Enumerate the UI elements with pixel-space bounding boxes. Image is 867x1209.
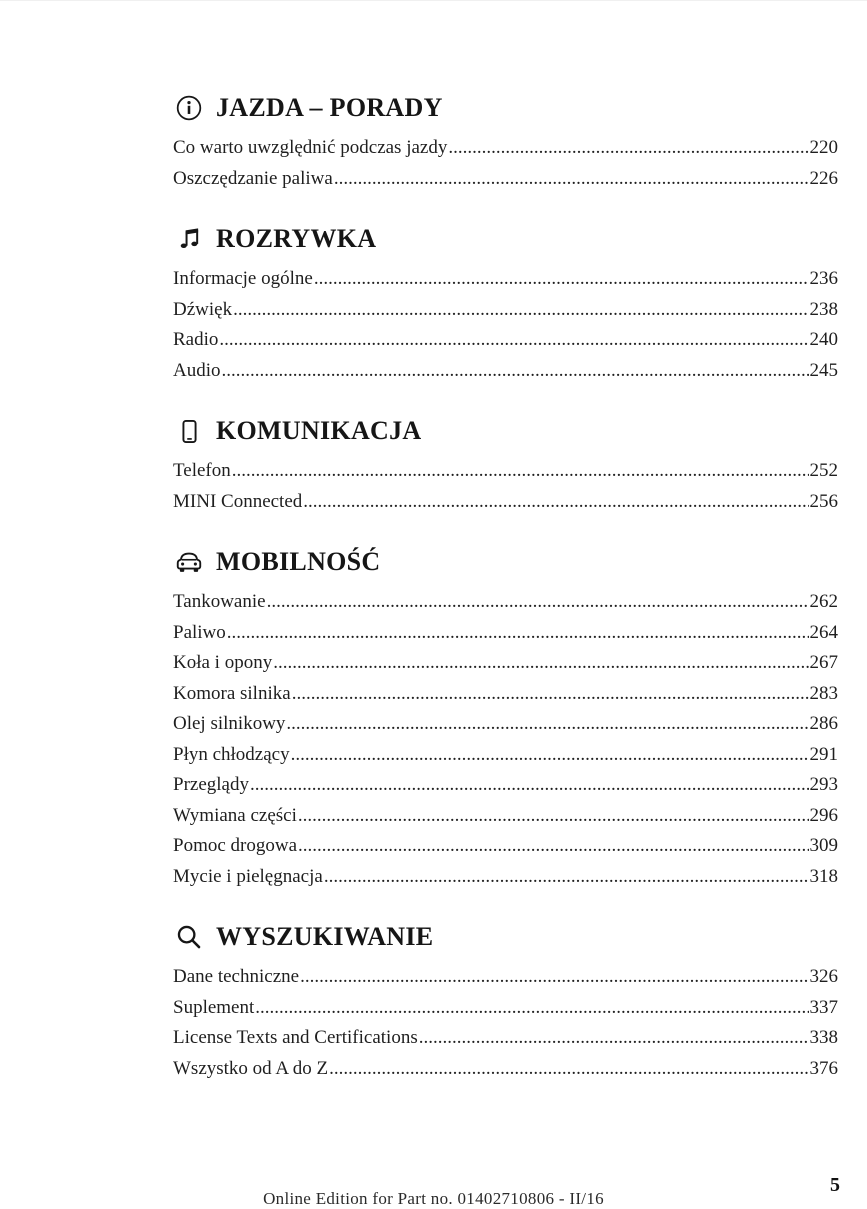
toc-entry[interactable]: [173, 1054, 838, 1085]
toc-entry[interactable]: [173, 325, 838, 356]
toc-entry[interactable]: [173, 862, 838, 893]
toc-entry-page: 326: [809, 966, 838, 987]
dot-leader: [286, 709, 808, 740]
toc-entry[interactable]: [173, 295, 838, 326]
info-icon: [174, 93, 204, 123]
toc-section: [173, 224, 838, 386]
toc-entry-label: Dźwięk: [173, 298, 233, 320]
section-heading: [174, 547, 838, 577]
toc-entry-page: 226: [809, 167, 838, 189]
toc-entry[interactable]: [173, 356, 838, 387]
toc-entry-page: 337: [809, 996, 838, 1018]
toc-entry[interactable]: [173, 1023, 838, 1054]
section-title: WYSZUKIWANIE: [216, 922, 434, 951]
dot-leader: [324, 862, 809, 893]
toc-entry-page: 293: [809, 774, 838, 795]
toc-section: [173, 93, 838, 194]
toc-entry-label: MINI Connected: [173, 490, 303, 512]
dot-leader: [300, 962, 808, 993]
dot-leader: [329, 1054, 808, 1085]
dot-leader: [292, 679, 809, 710]
toc-entry[interactable]: [173, 679, 838, 710]
dot-leader: [227, 618, 809, 649]
dot-leader: [267, 587, 809, 618]
section-heading: [174, 416, 838, 446]
toc-entry-label: Radio: [173, 329, 219, 350]
toc-entry-label: Wymiana części: [173, 804, 297, 826]
toc-entry-label: Komora silnika: [173, 682, 291, 704]
phone-icon: [174, 416, 204, 446]
toc-section: [173, 416, 838, 517]
dot-leader: [273, 648, 808, 679]
toc-entry[interactable]: [173, 648, 838, 679]
dot-leader: [250, 770, 809, 801]
toc-entry-page: 338: [809, 1027, 838, 1048]
dot-leader: [448, 133, 808, 164]
toc-entry-label: Koła i opony: [173, 652, 273, 673]
dot-leader: [303, 487, 808, 518]
section-title: JAZDA – PORADY: [216, 93, 443, 122]
toc-entry-label: Przeglądy: [173, 774, 249, 795]
toc-entry-label: Co warto uwzględnić podczas jazdy: [173, 137, 448, 158]
toc-entry-label: Tankowanie: [173, 591, 266, 612]
page-number: 5: [830, 1174, 840, 1196]
toc-entry-page: 240: [809, 329, 838, 350]
toc-entry[interactable]: [173, 487, 838, 518]
toc-entry[interactable]: [173, 133, 838, 164]
footer-edition-text: Online Edition for Part no. 01402710806 - II/16: [263, 1189, 604, 1208]
toc-entry[interactable]: [173, 264, 838, 295]
toc-entry-label: Audio: [173, 359, 221, 381]
toc-entry-page: 283: [809, 682, 838, 704]
toc-entry-label: Mycie i pielęgnacja: [173, 865, 323, 887]
dot-leader: [334, 164, 809, 195]
toc-entry-page: 245: [809, 359, 838, 381]
toc: [173, 83, 838, 1084]
toc-entry-label: Telefon: [173, 460, 231, 481]
section-entries: [173, 962, 838, 1084]
dot-leader: [419, 1023, 809, 1054]
dot-leader: [232, 456, 809, 487]
toc-entry-page: 256: [809, 490, 838, 512]
toc-entry-page: 286: [809, 713, 838, 734]
toc-entry[interactable]: [173, 993, 838, 1024]
toc-entry-page: 309: [809, 835, 838, 856]
search-icon: [174, 922, 204, 952]
toc-section: [173, 922, 838, 1084]
toc-entry-label: Oszczędzanie paliwa: [173, 167, 333, 189]
dot-leader: [255, 993, 808, 1024]
section-entries: [173, 133, 838, 194]
dot-leader: [219, 325, 808, 356]
toc-entry-page: 267: [809, 652, 838, 673]
toc-entry[interactable]: [173, 740, 838, 771]
toc-entry[interactable]: [173, 770, 838, 801]
car-icon: [174, 547, 204, 577]
toc-entry-label: Pomoc drogowa: [173, 835, 298, 856]
toc-entry[interactable]: [173, 164, 838, 195]
toc-entry[interactable]: [173, 709, 838, 740]
section-entries: [173, 456, 838, 517]
toc-entry[interactable]: [173, 618, 838, 649]
toc-entry-page: 236: [809, 268, 838, 289]
toc-entry-page: 262: [809, 591, 838, 612]
toc-entry-label: Suplement: [173, 996, 255, 1018]
toc-entry-label: Paliwo: [173, 621, 226, 643]
section-title: KOMUNIKACJA: [216, 416, 422, 445]
toc-entry-page: 376: [809, 1057, 838, 1079]
toc-section: [173, 547, 838, 892]
toc-entry-page: 238: [809, 298, 838, 320]
section-title: ROZRYWKA: [216, 224, 377, 253]
section-heading: [174, 93, 838, 123]
dot-leader: [298, 801, 809, 832]
toc-entry[interactable]: [173, 831, 838, 862]
toc-entry[interactable]: [173, 962, 838, 993]
section-title: MOBILNOŚĆ: [216, 547, 381, 576]
dot-leader: [291, 740, 809, 771]
toc-entry-label: Olej silnikowy: [173, 713, 286, 734]
dot-leader: [298, 831, 808, 862]
toc-entry[interactable]: [173, 587, 838, 618]
dot-leader: [222, 356, 809, 387]
toc-entry-page: 252: [809, 460, 838, 481]
toc-entry[interactable]: [173, 456, 838, 487]
toc-entry-page: 220: [809, 137, 838, 158]
toc-entry-label: License Texts and Certifications: [173, 1027, 418, 1048]
toc-entry[interactable]: [173, 801, 838, 832]
toc-entry-page: 264: [809, 621, 838, 643]
section-entries: [173, 587, 838, 892]
toc-entry-label: Informacje ogólne: [173, 268, 313, 289]
toc-entry-label: Wszystko od A do Z: [173, 1057, 329, 1079]
section-heading: [174, 224, 838, 254]
dot-leader: [233, 295, 808, 326]
toc-entry-page: 318: [809, 865, 838, 887]
section-heading: [174, 922, 838, 952]
toc-entry-label: Płyn chłodzący: [173, 743, 290, 765]
toc-entry-page: 291: [809, 743, 838, 765]
toc-entry-label: Dane techniczne: [173, 966, 300, 987]
music-note-icon: [174, 224, 204, 254]
dot-leader: [314, 264, 809, 295]
section-entries: [173, 264, 838, 386]
toc-entry-page: 296: [809, 804, 838, 826]
